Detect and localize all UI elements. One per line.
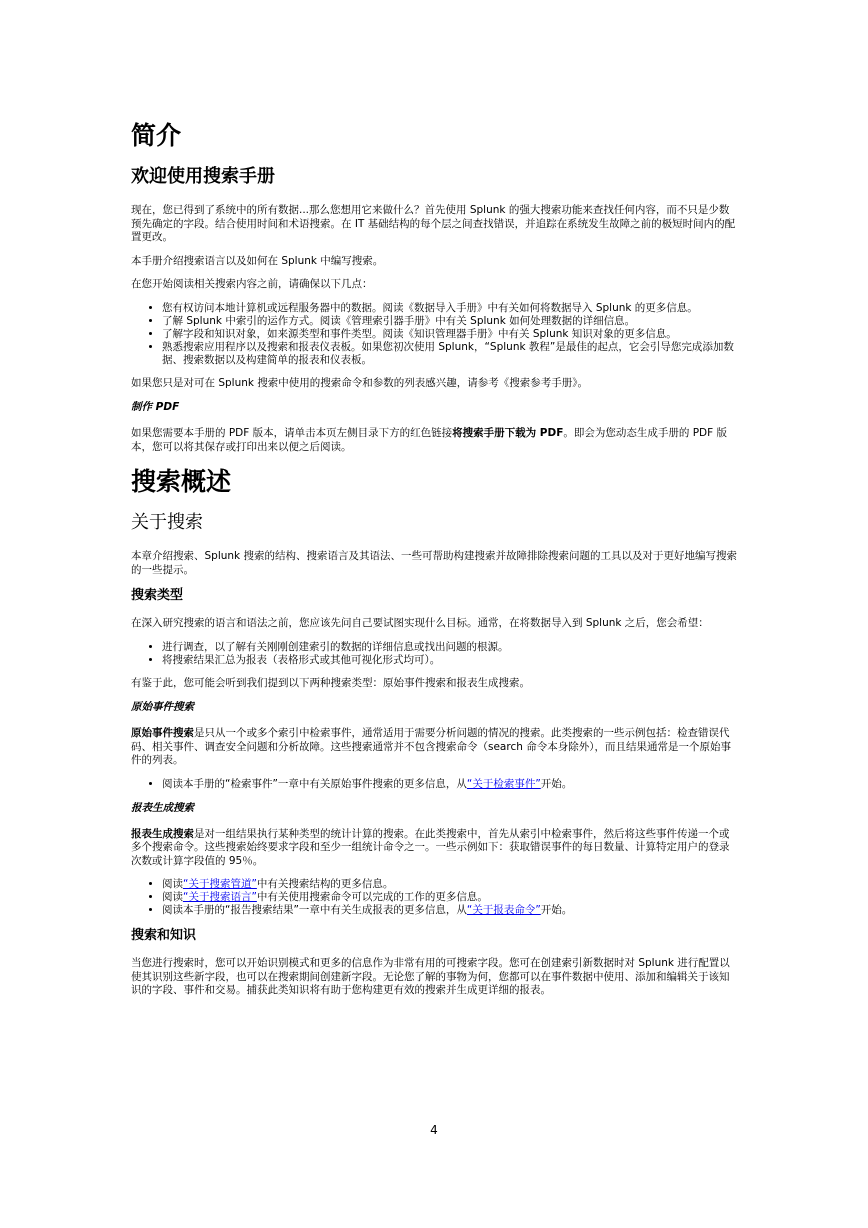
- intro-paragraph-4: 如果您只是对可在 Splunk 搜索中使用的搜索命令和参数的列表感兴趣，请参考《搜索参考手册》。: [131, 376, 589, 389]
- list-text: 中有关使用搜索命令可以完成的工作的更多信息。: [256, 891, 488, 903]
- pdf-text-bold: 将搜索手册下载为 PDF: [452, 427, 564, 439]
- pdf-text-pre: 如果您需要本手册的 PDF 版本，请单击本页左侧目录下方的红色链接: [131, 427, 453, 439]
- raw-paragraph: [131, 727, 739, 768]
- raw-text: 是只从一个或多个索引中检索事件，通常适用于需要分析问题的情况的搜索。此类搜索的一些示例包括：检查错误代码、相关事件、调查安全问题和分析故障。这些搜索通常并不包含搜索命令（search 命令本身除外），而且结果通常是一个原始事件的列表。: [131, 727, 731, 766]
- raw-term: 原始事件搜索: [131, 727, 194, 739]
- link-about-retrieving-events[interactable]: “关于检索事件”: [466, 777, 541, 790]
- intro-paragraph-1: 现在，您已得到了系统中的所有数据...那么您想用它来做什么？首先使用 Splunk 的强大搜索功能来查找任何内容，而不只是少数预先确定的字段。结合使用时间和术语搜索。在 IT 基础结构的每个层之间查找错误，并追踪在系统发生故障之前的极短时间内的配置更改。: [131, 204, 736, 243]
- heading-search-types: 搜索类型: [131, 588, 184, 603]
- list-item: • 了解字段和知识对象，如来源类型和事件类型。阅读《知识管理器手册》中有关 Splunk 知识对象的更多信息。: [162, 328, 739, 341]
- heading-overview: 搜索概述: [131, 467, 232, 496]
- heading-raw-event-search: 原始事件搜索: [131, 701, 194, 713]
- list-text: 开始。: [540, 904, 573, 916]
- link-about-search-language[interactable]: “关于搜索语言”: [183, 891, 257, 903]
- intro-paragraph-2: 本手册介绍搜索语言以及如何在 Splunk 中编写搜索。: [131, 254, 384, 267]
- pdf-paragraph: [131, 427, 739, 454]
- knowledge-paragraph: 当您进行搜索时，您可以开始识别模式和更多的信息作为非常有用的可搜索字段。您可在创建索引新数据时对 Splunk 进行配置以使其识别这些新字段，也可以在搜索期间创建新字段。无论您了解的事物为何，您都可以在事件数据中使用、添加和编辑关于该知识的字段、事件和交易。捕获此类知识将有助于您构建更有效的搜索并生成更详细的报表。: [131, 957, 730, 996]
- heading-about-search: 关于搜索: [131, 512, 203, 533]
- link-about-search-pipeline[interactable]: “关于搜索管道”: [183, 878, 257, 890]
- raw-list: [131, 778, 739, 791]
- list-item: • 进行调查，以了解有关刚刚创建索引的数据的详细信息或找出问题的根源。: [162, 641, 739, 654]
- heading-intro: 简介: [131, 121, 182, 150]
- types-paragraph-2: 有鉴于此，您可能会听到我们提到以下两种搜索类型：原始事件搜索和报表生成搜索。: [131, 676, 530, 689]
- list-item: • 了解 Splunk 中索引的运作方式。阅读《管理索引器手册》中有关 Splunk 如何处理数据的详细信息。: [162, 315, 739, 328]
- heading-make-pdf: 制作 PDF: [131, 401, 180, 413]
- report-term: 报表生成搜索: [131, 827, 194, 840]
- heading-search-knowledge: 搜索和知识: [131, 928, 197, 943]
- list-item: [162, 891, 739, 904]
- heading-welcome: 欢迎使用搜索手册: [131, 166, 275, 187]
- document-page: [131, 118, 739, 1008]
- types-list: [131, 641, 739, 667]
- report-paragraph: [131, 828, 739, 869]
- report-list: [131, 878, 739, 917]
- list-text: 阅读: [162, 878, 183, 890]
- list-item: [162, 878, 739, 891]
- list-item: [162, 904, 739, 917]
- types-paragraph-1: 在深入研究搜索的语言和语法之前，您应该先问自己要试图实现什么目标。通常，在将数据导入到 Splunk 之后，您会希望：: [131, 617, 709, 629]
- heading-report-search: 报表生成搜索: [131, 801, 194, 814]
- list-text: 中有关搜索结构的更多信息。: [256, 878, 394, 890]
- list-text: 阅读本手册的“报告搜索结果”一章中有关生成报表的更多信息，从: [162, 904, 467, 916]
- list-item: • 熟悉搜索应用程序以及搜索和报表仪表板。如果您初次使用 Splunk，“Splunk 教程”是最佳的起点，它会引导您完成添加数据、搜索数据以及构建简单的报表和仪表板。: [162, 341, 739, 367]
- link-about-report-commands[interactable]: “关于报表命令”: [466, 904, 541, 916]
- overview-paragraph: 本章介绍搜索、Splunk 搜索的结构、搜索语言及其语法、一些可帮助构建搜索并故障排除搜索问题的工具以及对于更好地编写搜索的一些提示。: [131, 550, 737, 576]
- list-item: • 将搜索结果汇总为报表（表格形式或其他可视化形式均可）。: [162, 654, 739, 667]
- page-number: 4: [430, 1123, 438, 1137]
- pdf-text-post: 。即会为您动态生成手册的 PDF 版本，您可以将其保存或打印出来以便之后阅读。: [131, 427, 728, 453]
- list-text: 开始。: [540, 777, 573, 790]
- intro-paragraph-3: 在您开始阅读相关搜索内容之前，请确保以下几点：: [131, 278, 373, 290]
- list-text: 阅读: [162, 891, 183, 903]
- prereq-list: [131, 302, 739, 367]
- list-text: 阅读本手册的“检索事件”一章中有关原始事件搜索的更多信息，从: [162, 777, 467, 790]
- list-item: [162, 778, 739, 791]
- report-text: 是对一组结果执行某种类型的统计计算的搜索。在此类搜索中，首先从索引中检索事件，然后将这些事件传递一个或多个搜索命令。这些搜索始终要求字段和至少一组统计命令之一。一些示例如下：获取错误事件的每日数量、计算特定用户的登录次数或计算字段值的 95％。: [131, 827, 730, 867]
- list-item: • 您有权访问本地计算机或远程服务器中的数据。阅读《数据导入手册》中有关如何将数据导入 Splunk 的更多信息。: [162, 302, 739, 315]
